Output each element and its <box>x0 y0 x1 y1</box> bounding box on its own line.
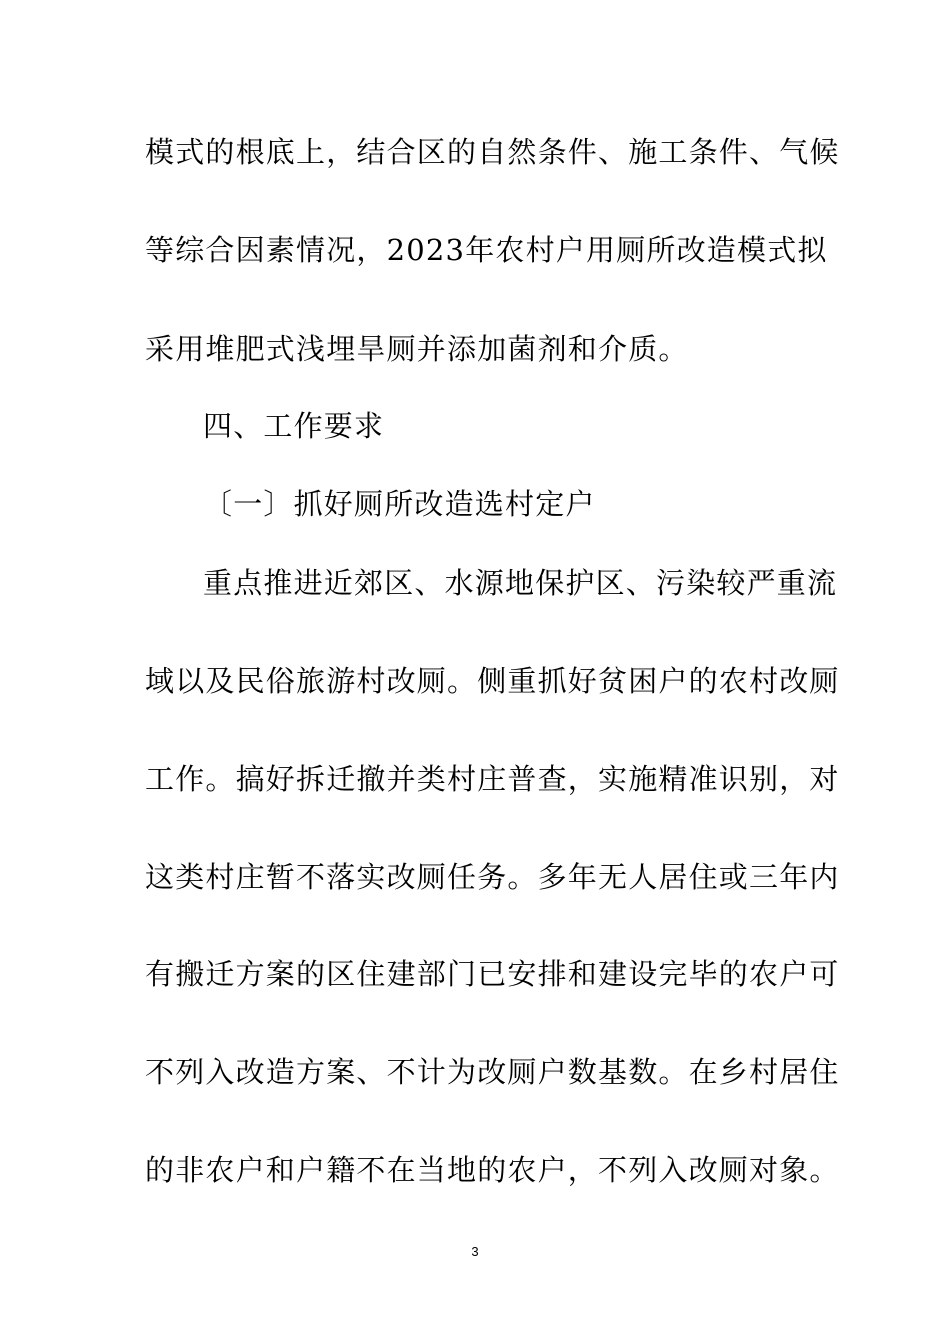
body-text-line: 的非农户和户籍不在当地的农户，不列入改厕对象。 <box>145 1153 840 1187</box>
body-text-line: 采用堆肥式浅埋旱厕并添加菌剂和介质。 <box>145 332 689 366</box>
body-text-line: 不列入改造方案、不计为改厕户数基数。在乡村居住 <box>145 1055 840 1089</box>
subsection-heading: 〔一〕抓好厕所改造选村定户 <box>203 487 596 521</box>
body-text-line: 域以及民俗旅游村改厕。侧重抓好贫困户的农村改厕 <box>145 664 840 698</box>
body-text-line: 模式的根底上，结合区的自然条件、施工条件、气候 <box>145 135 840 169</box>
body-text-line: 等综合因素情况，2023年农村户用厕所改造模式拟 <box>145 233 828 267</box>
section-heading: 四、工作要求 <box>203 409 385 443</box>
body-text-line: 有搬迁方案的区住建部门已安排和建设完毕的农户可 <box>145 957 840 991</box>
paragraph-first-line: 重点推进近郊区、水源地保护区、污染较严重流 <box>203 566 838 600</box>
body-text-line: 这类村庄暂不落实改厕任务。多年无人居住或三年内 <box>145 860 840 894</box>
body-text-line: 工作。搞好拆迁撤并类村庄普查，实施精准识别，对 <box>145 762 840 796</box>
page-number: 3 <box>471 1244 479 1259</box>
